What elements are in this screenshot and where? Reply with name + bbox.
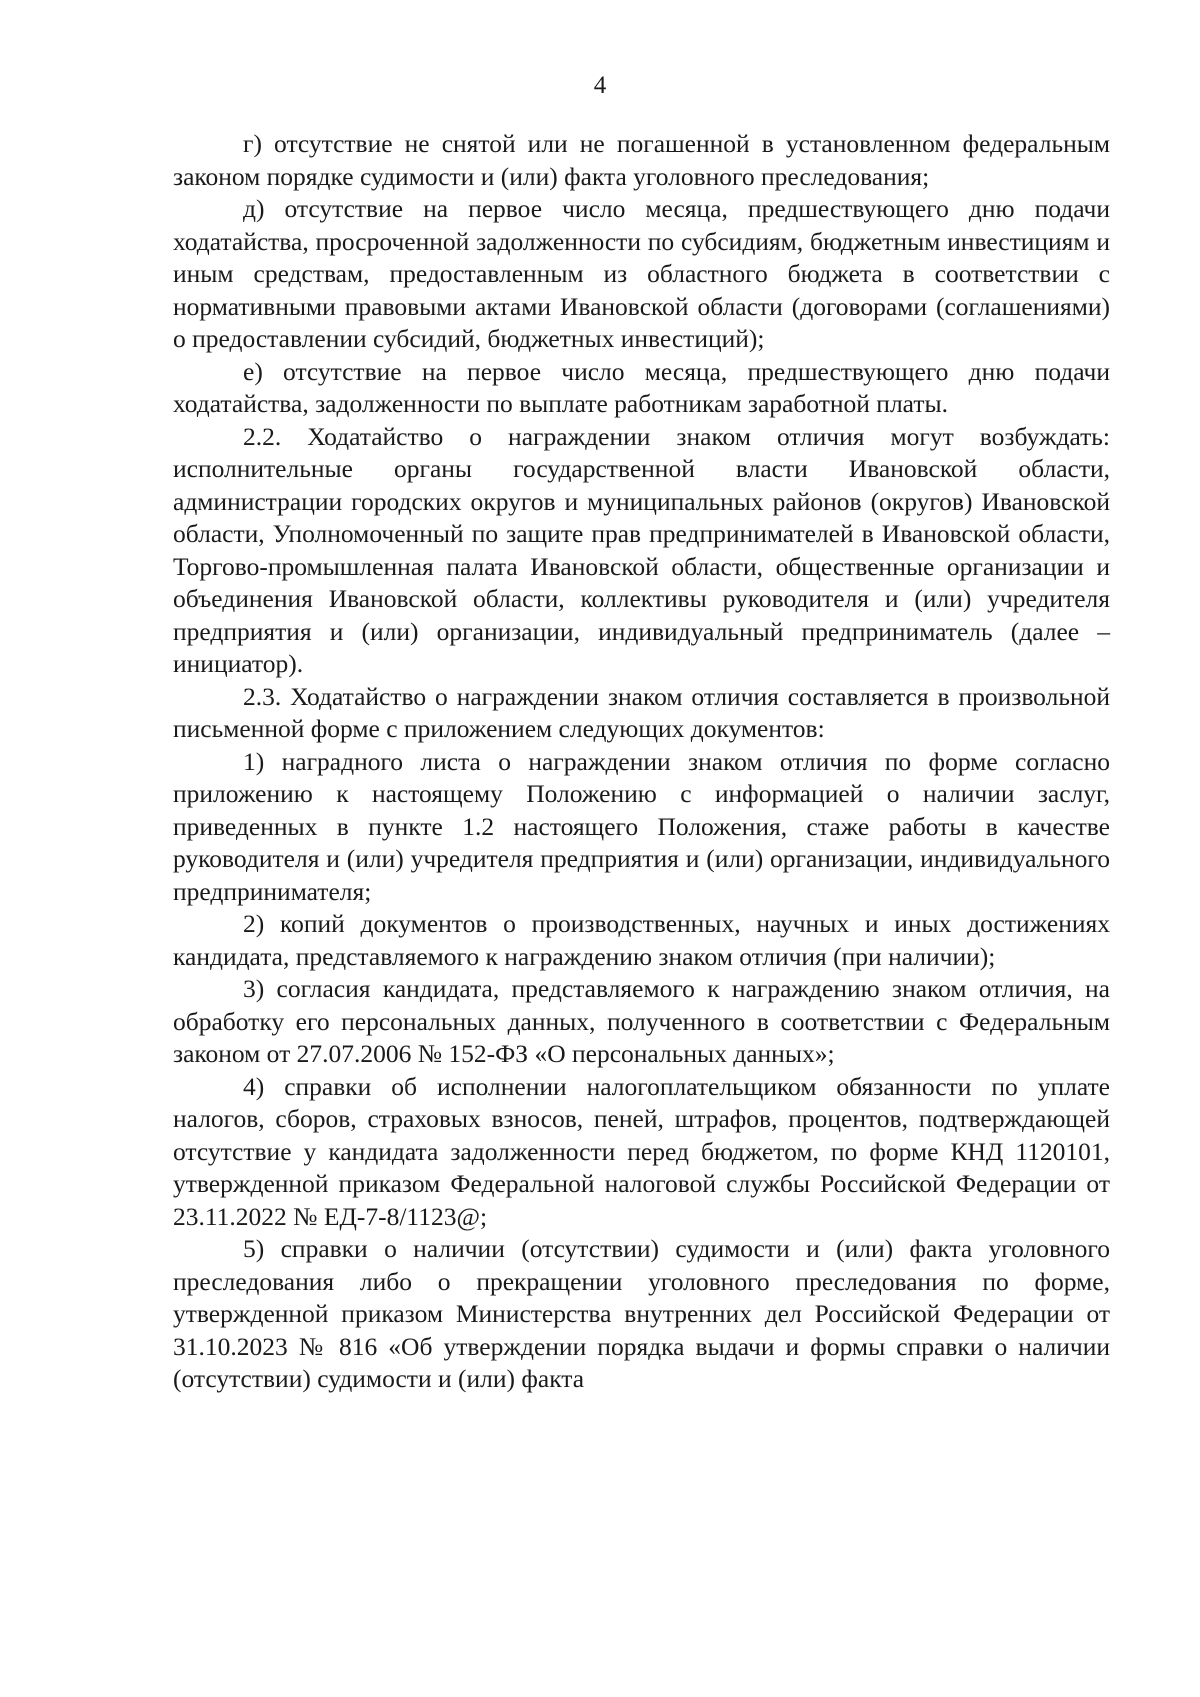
paragraph-e: е) отсутствие на первое число месяца, предшествующего дню подачи ходатайства, задолженности по выплате работникам заработной платы.	[173, 356, 1110, 418]
paragraph-2-2: 2.2. Ходатайство о награждении знаком отличия могут возбуждать: исполнительные органы государственной власти Ивановской области, администрации городских округов и муниципальных районов (округов) Ивановской области, Уполномоченный по защите прав предпринимателей в Ивановской области, Торгово-промышленная палата Ивановской области, общественные организации и объединения Ивановской области, коллективы руководителя и (или) учредителя предприятия и (или) организации, индивидуальный предприниматель (далее – инициатор).	[173, 421, 1110, 678]
list-item-4: 4) справки об исполнении налогоплательщиком обязанности по уплате налогов, сборов, страховых взносов, пеней, штрафов, процентов, подтверждающей отсутствие у кандидата задолженности перед бюджетом, по форме КНД 1120101, утвержденной приказом Федеральной налоговой службы Российской Федерации от 23.11.2022 № ЕД-7-8/1123@;	[173, 1071, 1110, 1231]
document-body	[173, 128, 1110, 1396]
list-item-1: 1) наградного листа о награждении знаком отличия по форме согласно приложению к настоящему Положению с информацией о наличии заслуг, приведенных в пункте 1.2 настоящего Положения, стаже работы в качестве руководителя и (или) учредителя предприятия и (или) организации, индивидуального предпринимателя;	[173, 746, 1110, 906]
list-item-3: 3) согласия кандидата, представляемого к награждению знаком отличия, на обработку его персональных данных, полученного в соответствии с Федеральным законом от 27.07.2006 № 152-ФЗ «О персональных данных»;	[173, 974, 1110, 1068]
list-item-2: 2) копий документов о производственных, научных и иных достижениях кандидата, представляемого к награждению знаком отличия (при наличии);	[173, 909, 1110, 971]
paragraph-d: д) отсутствие на первое число месяца, предшествующего дню подачи ходатайства, просроченной задолженности по субсидиям, бюджетным инвестициям и иным средствам, предоставленным из областного бюджета в соответствии с нормативными правовыми актами Ивановской области (договорами (соглашениями) о предоставлении субсидий, бюджетных инвестиций);	[173, 194, 1110, 353]
page-number: 4	[593, 72, 607, 99]
paragraph-2-3: 2.3. Ходатайство о награждении знаком отличия составляется в произвольной письменной форме с приложением следующих документов:	[173, 681, 1110, 743]
list-item-5: 5) справки о наличии (отсутствии) судимости и (или) факта уголовного преследования либо о прекращении уголовного преследования по форме, утвержденной приказом Министерства внутренних дел Российской Федерации от 31.10.2023 № 816 «Об утверждении порядка выдачи и формы справки о наличии (отсутствии) судимости и (или) факта	[173, 1234, 1110, 1393]
paragraph-g: г) отсутствие не снятой или не погашенной в установленном федеральным законом порядке судимости и (или) факта уголовного преследования;	[173, 129, 1110, 191]
